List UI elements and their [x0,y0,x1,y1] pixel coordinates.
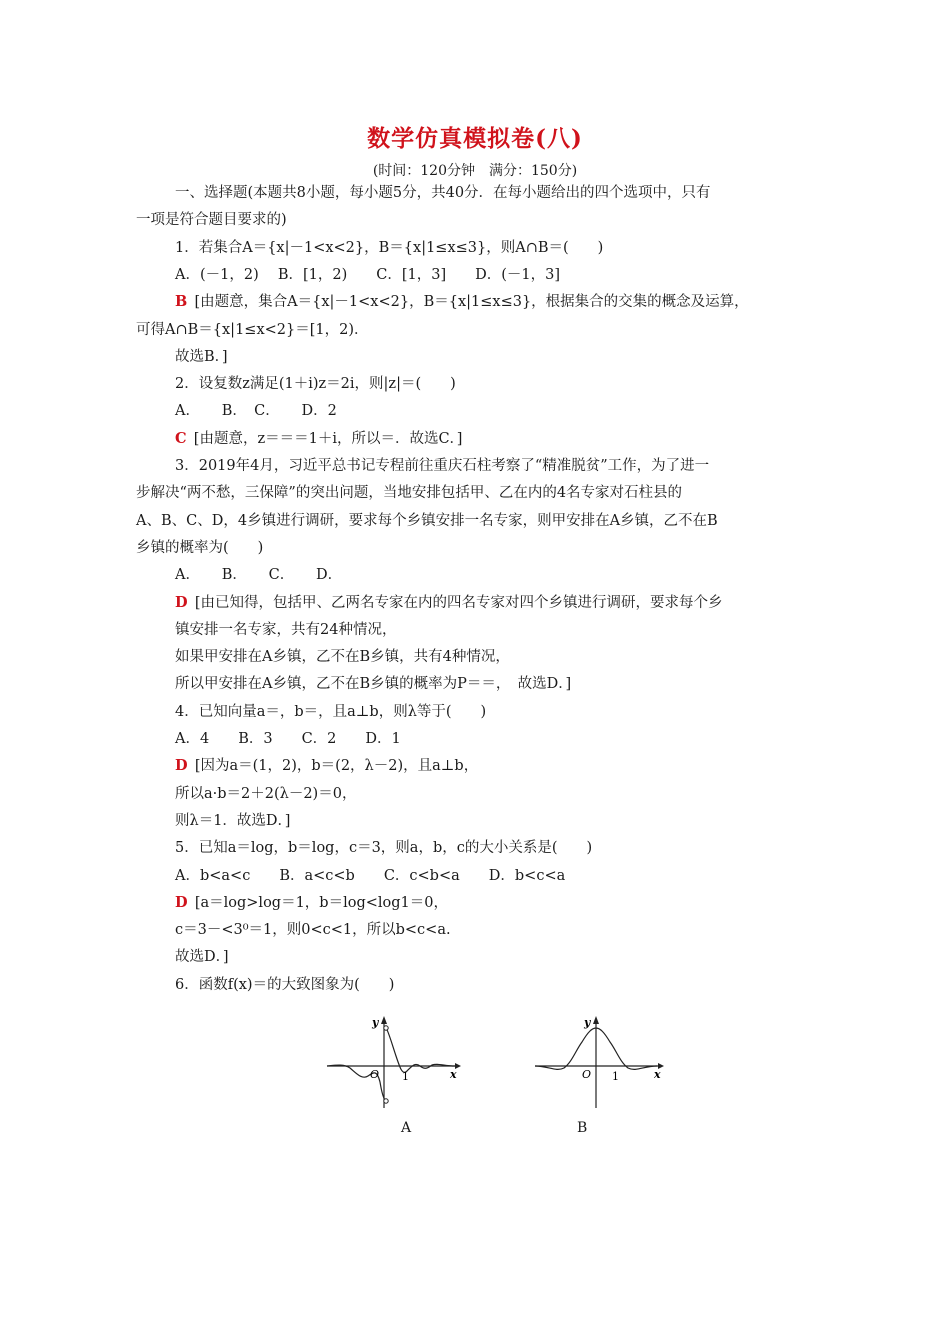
text-line [175,647,510,667]
text-line [175,729,401,749]
fig-a-axis-x: x [450,1068,457,1081]
text-line [175,401,337,421]
text-line [175,620,396,640]
line-text: A．(－1，2) B．[1，2) C．[1，3] D．(－1，3] [175,267,561,283]
line-text: A．4 B．3 C．2 D．1 [175,731,401,747]
line-text: A． B． C． D． [175,567,343,583]
text-line [175,920,451,940]
fig-b-origin: O [582,1068,592,1081]
fig-b-axis-y: y [584,1016,591,1029]
text-line [175,838,592,858]
text-line [175,238,603,258]
text-line [175,347,228,367]
text-line [136,320,368,340]
answer-letter: D [175,757,188,774]
line-text: 则λ＝1．故选D．] [175,813,291,829]
line-text: 2．设复数z满足(1＋i)z＝2i，则|z|＝( ) [175,376,456,392]
text-line [175,565,342,585]
text-line [136,511,718,531]
line-text: 镇安排一名专家，共有24种情况， [175,622,397,638]
line-text: 6．函数f(x)＝的大致图象为( ) [175,977,395,993]
figure-b-label: B [577,1120,588,1136]
line-text: 4．已知向量a＝，b＝，且a⊥b，则λ等于( ) [175,704,487,720]
text-line [175,756,478,776]
text-line [136,210,287,230]
line-text: 所以甲安排在A乡镇，乙不在B乡镇的概率为P＝＝， 故选D．] [175,676,572,692]
line-text: 故选B．] [175,349,228,365]
line-text: 5．已知a＝log，b＝log，c＝3，则a，b，c的大小关系是( ) [175,840,593,856]
line-text: 一、选择题(本题共8小题，每小题5分，共40分．在每小题给出的四个选项中，只有 [175,185,711,201]
line-text: 可得A∩B＝{x|1≤x<2}＝[1，2)． [136,322,369,338]
fig-a-origin: O [370,1068,380,1081]
text-line [136,483,682,503]
text-line [175,292,749,312]
line-text: 步解决“两不愁，三保障”的突出问题，当地安排包括甲、乙在内的4名专家对石柱县的 [136,485,683,501]
line-text: [由题意，集合A＝{x|－1<x<2}，B＝{x|1≤x≤3}，根据集合的交集的概念及运算， [194,294,749,310]
line-text: 故选D．] [175,949,229,965]
graph-figure-a [322,1010,462,1110]
page-subtitle: (时间：120分钟 满分：150分) [372,163,578,179]
text-line [175,975,394,995]
text-line [175,947,229,967]
answer-letter: D [175,594,188,611]
text-line [136,538,263,558]
line-text: [因为a＝(1，2)，b＝(2，λ－2)，且a⊥b， [194,758,479,774]
line-text: 一项是符合题目要求的) [136,212,287,228]
line-text: [由题意，z＝＝＝1＋i，所以＝．故选C．] [193,431,463,447]
text-line [175,593,722,613]
line-text: A、B、C、D，4乡镇进行调研，要求每个乡镇安排一名专家，则甲安排在A乡镇，乙不在B [136,513,718,529]
fig-a-axis-y: y [372,1016,379,1029]
text-line [175,374,456,394]
line-text: A． B． C． D．2 [175,403,337,419]
text-line [175,784,356,804]
text-line [175,456,709,476]
text-line [175,429,462,449]
answer-letter: D [175,894,188,911]
text-line [175,811,290,831]
text-line [175,866,565,886]
text-line [175,183,711,203]
text-line [175,893,448,913]
line-text: [由已知得，包括甲、乙两名专家在内的四名专家对四个乡镇进行调研，要求每个乡 [194,595,723,611]
text-line [175,674,571,694]
line-text: 如果甲安排在A乡镇，乙不在B乡镇，共有4种情况， [175,649,510,665]
text-line [175,265,560,285]
answer-letter: B [175,293,188,310]
page-title: 数学仿真模拟卷(八) [367,125,583,152]
line-text: 所以a·b＝2＋2(λ－2)＝0， [175,786,357,802]
line-text: c＝3－<3⁰＝1，则0<c<1，所以b<c<a. [175,922,451,938]
line-text: [a＝log>log＝1，b＝log<log1＝0， [194,895,448,911]
fig-b-axis-x: x [654,1068,661,1081]
figure-a-label: A [401,1120,412,1136]
line-text: 3．2019年4月，习近平总书记专程前往重庆石柱考察了“精准脱贫”工作，为了进一 [175,458,710,474]
line-text: 1．若集合A＝{x|－1<x<2}，B＝{x|1≤x≤3}，则A∩B＝( ) [175,240,604,256]
answer-letter: C [175,430,187,447]
fig-b-tick: 1 [612,1070,619,1083]
fig-a-tick: 1 [402,1070,409,1083]
line-text: 乡镇的概率为( ) [136,540,264,556]
graph-figure-b [530,1010,670,1110]
text-line [175,702,486,722]
line-text: A．b<a<c B．a<c<b C．c<b<a D．b<c<a [175,868,566,884]
